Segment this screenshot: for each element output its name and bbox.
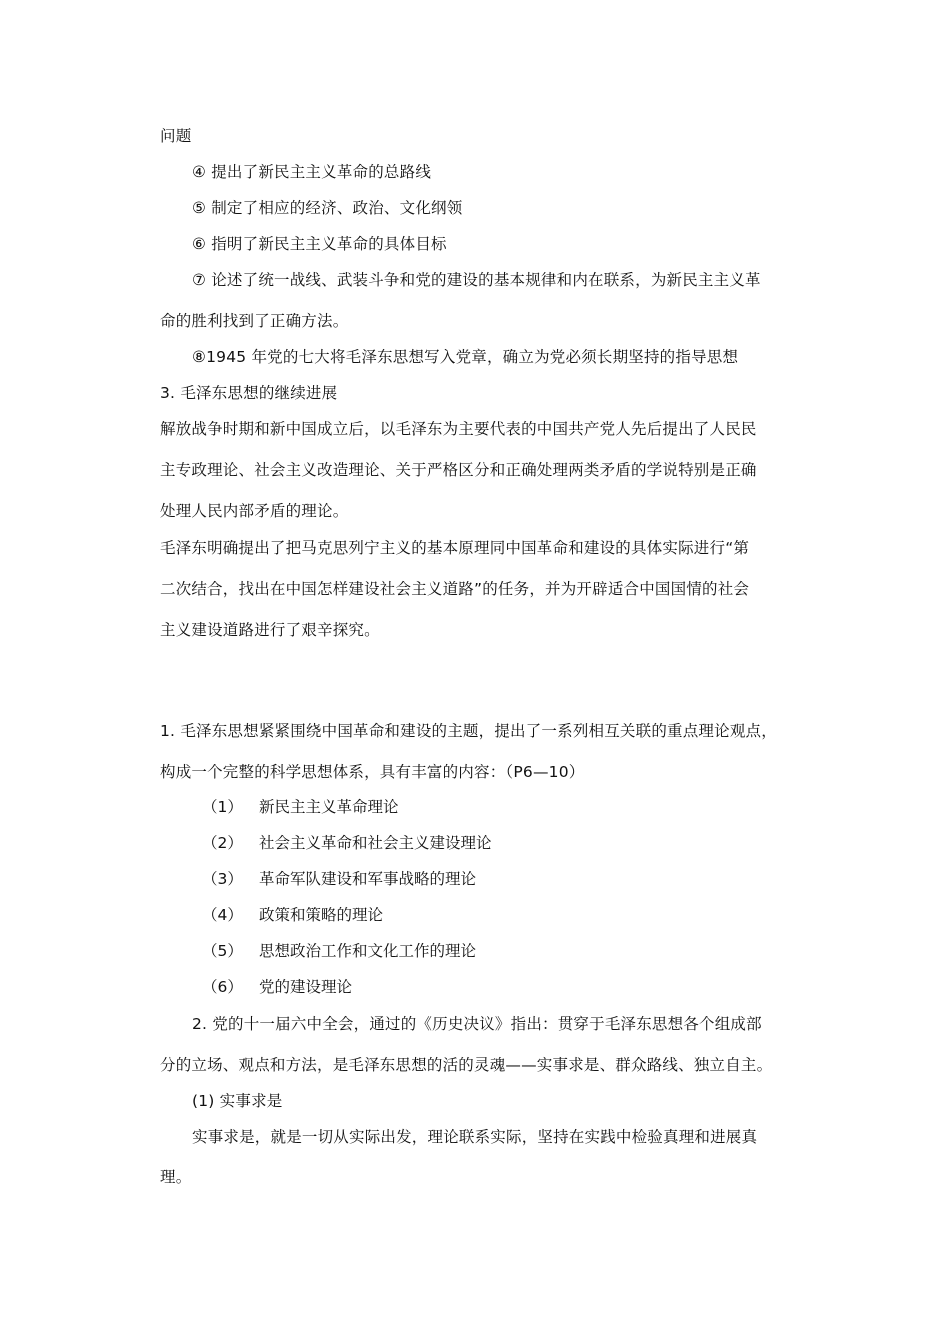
text-line: 1. 毛泽东思想紧紧围绕中国革命和建设的主题，提出了一系列相互关联的重点理论观点，: [160, 722, 777, 740]
list-number: （4）: [202, 906, 243, 924]
section-heading-small: 3. 毛泽东思想的继续进展: [160, 384, 338, 402]
list-number: （6）: [202, 978, 243, 996]
text-line: 主义建设道路进行了艰辛探究。: [160, 621, 380, 639]
list-text: 党的建设理论: [259, 978, 353, 996]
text-line: ⑥ 指明了新民主主义革命的具体目标: [192, 235, 447, 253]
text-line: ④ 提出了新民主主义革命的总路线: [192, 163, 432, 181]
list-text: 社会主义革命和社会主义建设理论: [259, 834, 492, 852]
list-text: 革命军队建设和军事战略的理论: [259, 870, 477, 888]
list-number: （5）: [202, 942, 243, 960]
list-text: 新民主主义革命理论: [259, 798, 399, 816]
text-line: 问题: [160, 127, 192, 145]
text-line: 理。: [160, 1168, 192, 1186]
text-line: 2. 党的十一届六中全会，通过的《历史决议》指出：贯穿于毛泽东思想各个组成部: [192, 1015, 762, 1033]
text-line: 处理人民内部矛盾的理论。: [160, 502, 349, 520]
list-number: （1）: [202, 798, 243, 816]
text-line: 构成一个完整的科学思想体系，具有丰富的内容：（P6—10）: [160, 763, 585, 781]
text-line: 命的胜利找到了正确方法。: [160, 312, 349, 330]
text-line: 实事求是，就是一切从实际出发，理论联系实际，坚持在实践中检验真理和进展真: [192, 1128, 758, 1146]
list-number: （3）: [202, 870, 243, 888]
list-item: [202, 904, 383, 926]
text-line: 分的立场、观点和方法，是毛泽东思想的活的灵魂——实事求是、群众路线、独立自主。: [160, 1056, 773, 1074]
subsection-heading: (1) 实事求是: [192, 1092, 283, 1110]
text-line: ⑦ 论述了统一战线、武装斗争和党的建设的基本规律和内在联系，为新民主主义革: [192, 271, 761, 289]
list-item: [202, 940, 476, 962]
text-line: ⑤ 制定了相应的经济、政治、文化纲领: [192, 199, 463, 217]
list-item: [202, 796, 399, 818]
text-line: 二次结合，找出在中国怎样建设社会主义道路”的任务，并为开辟适合中国国情的社会: [160, 580, 750, 598]
list-item: [202, 976, 352, 998]
text-line: ⑧1945 年党的七大将毛泽东思想写入党章，确立为党必须长期坚持的指导思想: [192, 348, 739, 366]
list-item: [202, 832, 492, 854]
text-line: 毛泽东明确提出了把马克思列宁主义的基本原理同中国革命和建设的具体实际进行“第: [160, 539, 750, 557]
list-text: 政策和策略的理论: [259, 906, 384, 924]
list-number: （2）: [202, 834, 243, 852]
text-line: 解放战争时期和新中国成立后，以毛泽东为主要代表的中国共产党人先后提出了人民民: [160, 420, 757, 438]
list-item: [202, 868, 476, 890]
text-line: 主专政理论、社会主义改造理论、关于严格区分和正确处理两类矛盾的学说特别是正确: [160, 461, 757, 479]
list-text: 思想政治工作和文化工作的理论: [259, 942, 477, 960]
